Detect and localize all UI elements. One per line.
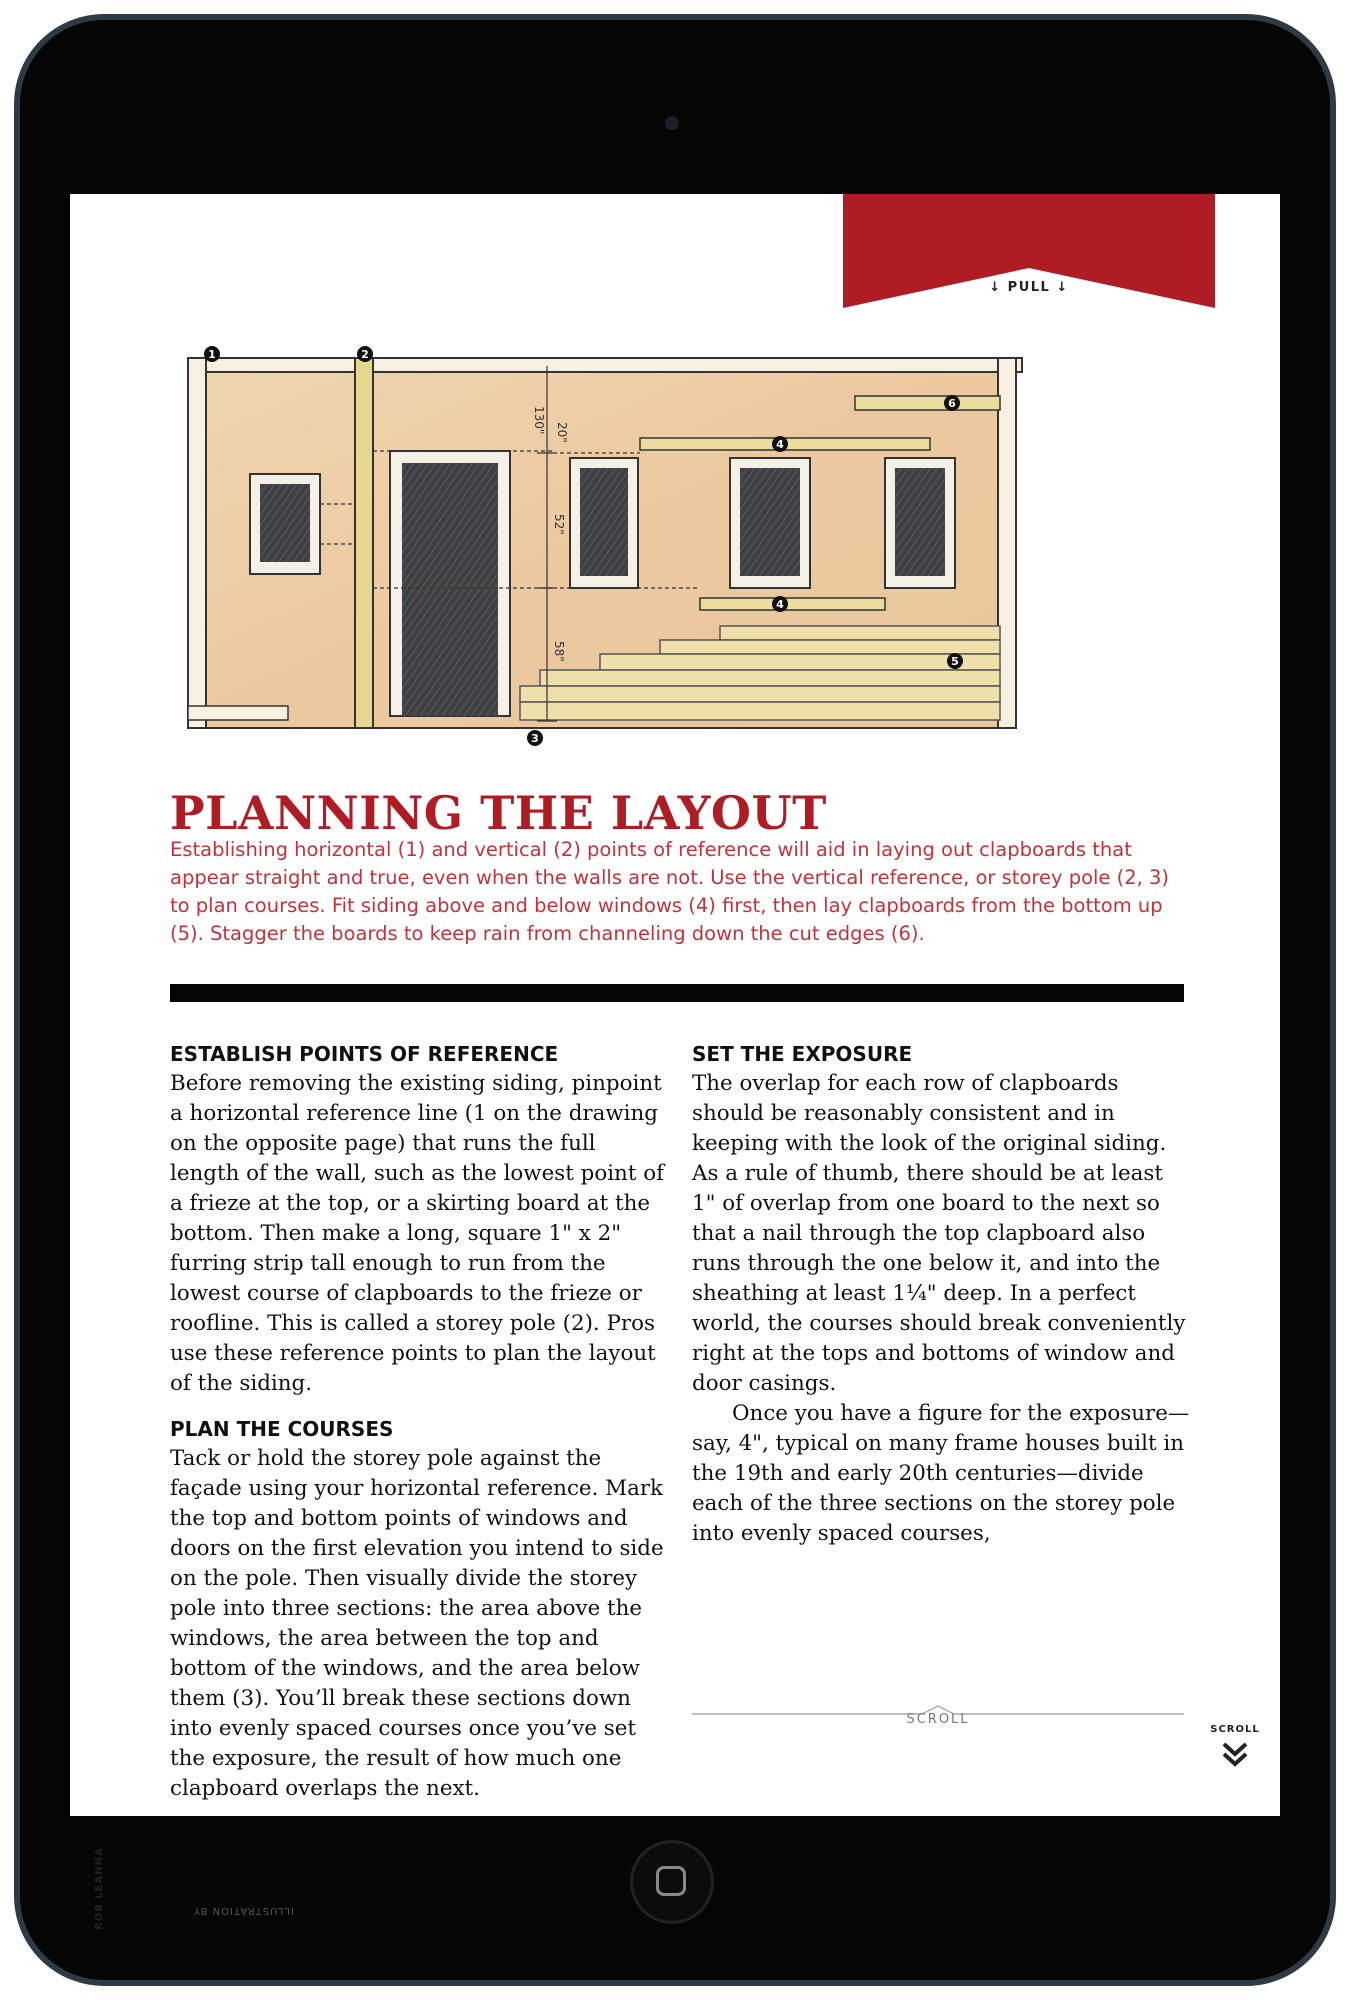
article-intro: Establishing horizontal (1) and vertical (2) points of reference will aid in laying out clapboards that appear straight and true, even when the walls are not. Use the vertical reference, or storey pole (2, 3) to plan courses. Fit siding above and below windows (4) first, then lay clapboards from the bottom up (5). Stagger the boards to keep rain from channeling down the cut edges (6). bbox=[170, 838, 1170, 945]
callout-3: 3 bbox=[531, 732, 539, 745]
dimension-label-3: 52" bbox=[552, 514, 566, 535]
storey-pole bbox=[355, 358, 373, 728]
frieze-board bbox=[188, 358, 1022, 372]
dimension-label-4: 58" bbox=[552, 641, 566, 662]
skirt-board bbox=[188, 706, 288, 720]
front-camera bbox=[665, 116, 679, 130]
window-2-glass bbox=[580, 468, 628, 576]
text-column-left bbox=[170, 1039, 670, 1804]
scroll-corner-label[interactable]: SCROLL bbox=[1210, 1724, 1260, 1735]
callout-1: 1 bbox=[208, 348, 216, 361]
window-1-glass bbox=[260, 484, 310, 562]
article-title: PLANNING THE LAYOUT bbox=[170, 786, 827, 840]
window-3-glass bbox=[740, 468, 800, 576]
credit-prefix: ILLUSTRATION BY bbox=[193, 1905, 294, 1916]
clapboard-stagger bbox=[855, 396, 1000, 410]
corner-board-left bbox=[188, 358, 206, 728]
callout-5: 5 bbox=[951, 655, 959, 668]
body-set-exposure-2: Once you have a figure for the exposure—say, 4", typical on many frame houses built in the 19th and early 20th centuries—divide each of the three sections on the storey pole into evenly spaced courses, bbox=[692, 1401, 1190, 1546]
section-divider bbox=[170, 984, 1184, 1002]
text-column-right bbox=[692, 1039, 1192, 1549]
body-establish-reference: Before removing the existing siding, pinpoint a horizontal reference line (1 on the drawing on the opposite page) that runs the full length of the wall, such as the lowest point of a frieze at the top, or a skirting board at the bottom. Then make a long, square 1" x 2" furring strip tall enough to run from the lowest course of clapboards to the frieze or roofline. This is called a storey pole (2). Pros use these reference points to plan the layout of the siding. bbox=[170, 1071, 665, 1396]
body-set-exposure-1: The overlap for each row of clapboards should be reasonably consistent and in keeping with the look of the original siding. As a rule of thumb, there should be at least 1" of overlap from one board to the next so that a nail through the top clapboard also runs through the one below it, and into the sheathing at least 1¼" deep. In a perfect world, the courses should break conveniently right at the tops and bottoms of window and door casings. bbox=[692, 1071, 1186, 1396]
dimension-label-2: 20" bbox=[555, 422, 569, 443]
door-panel bbox=[402, 463, 498, 716]
credit-name: ROB LEANNA bbox=[94, 1847, 105, 1930]
window-4-glass bbox=[895, 468, 945, 576]
illustration-credit bbox=[80, 1730, 294, 1930]
heading-establish-reference: ESTABLISH POINTS OF REFERENCE bbox=[170, 1042, 559, 1066]
siding-layout-illustration bbox=[180, 336, 1120, 756]
dimension-label-1: 130" bbox=[532, 406, 546, 435]
callout-6: 6 bbox=[948, 397, 956, 410]
double-chevron-down-icon[interactable] bbox=[1220, 1740, 1250, 1768]
home-icon bbox=[656, 1866, 686, 1896]
scroll-label[interactable]: SCROLL bbox=[906, 1712, 970, 1727]
magazine-page bbox=[70, 194, 1280, 1930]
callout-4-bottom: 4 bbox=[776, 598, 784, 611]
body-plan-courses: Tack or hold the storey pole against the façade using your horizontal reference. Mark the top and bottom points of windows and doors on the first elevation you intend to side on the pole. Then visually divide the storey pole into three sections: the area above the windows, the area between the top and bottom of the windows, and the area below them (3). You’ll break these sections down into evenly spaced courses once you’ve set the exposure, the result of how much one clapboard overlaps the next. bbox=[170, 1446, 664, 1801]
callout-4-top: 4 bbox=[776, 438, 784, 451]
heading-set-exposure: SET THE EXPOSURE bbox=[692, 1042, 913, 1066]
callout-2: 2 bbox=[361, 348, 369, 361]
heading-plan-courses: PLAN THE COURSES bbox=[170, 1417, 394, 1441]
clapboard-below-windows bbox=[700, 598, 885, 610]
pull-label[interactable]: ↓ PULL ↓ bbox=[989, 280, 1069, 295]
